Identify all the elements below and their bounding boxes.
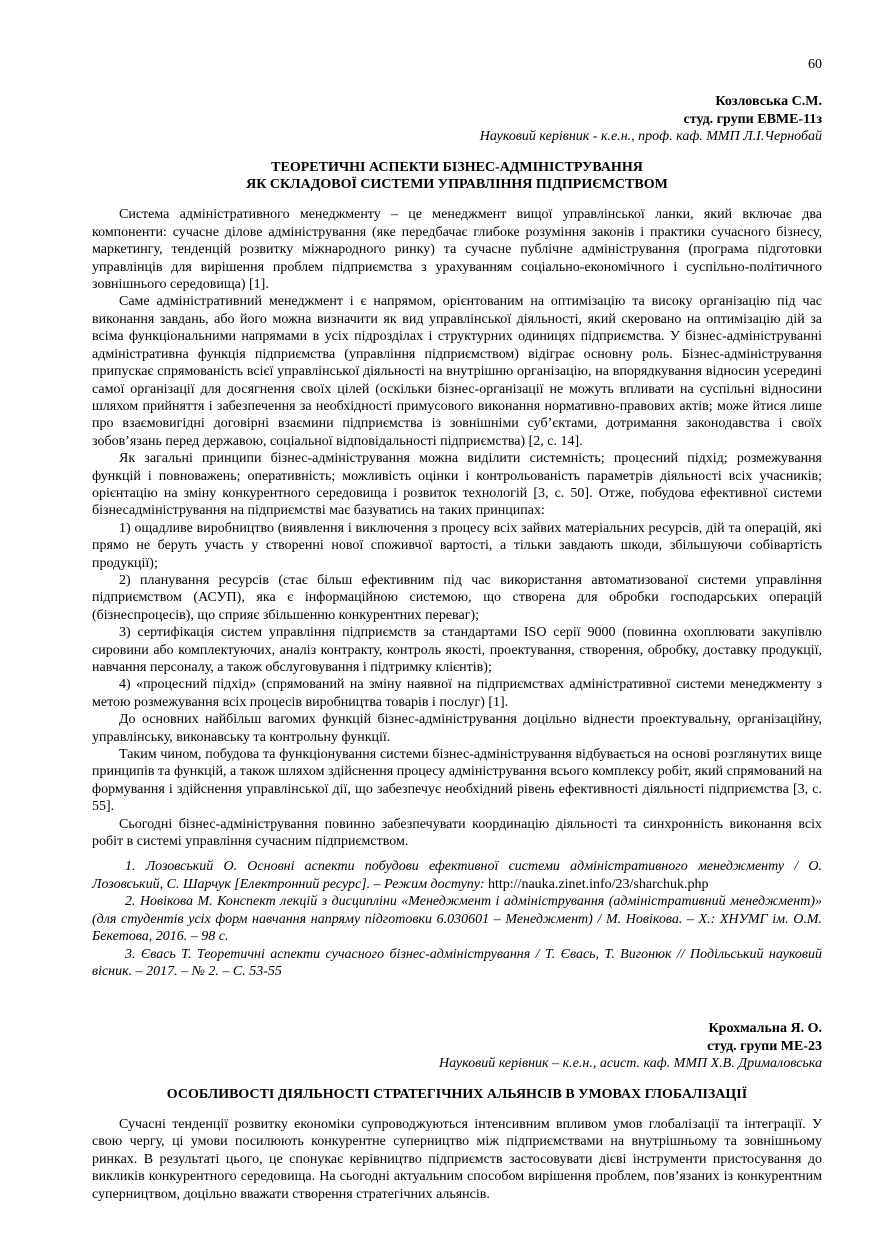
reference-item [92,893,822,945]
reference-text: 3. Євась Т. Теоретичні аспекти сучасного бізнес-адміністрування / Т. Євась, Т. Вигонюк // Подільський науковий вісник. – 2017. – № 2. – С. 53-55 [92,946,822,979]
paragraph: Система адміністративного менеджменту – це менеджмент вищої управлінської ланки, який включає два компоненти: сучасне ділове адміністрування (яке передбачає глибоке розуміння законів і практики сучасного бізнесу, маркетингу, тенденцій розвитку міжнародного ринку) та сучасне публічне адміністрування (програма підготовки управлінців для вирішення проблем підприємства з урахуванням соціально-економічного і суспільно-політичного зовнішнього середовища) [1]. [92,207,822,293]
article1-title-line1: ТЕОРЕТИЧНІ АСПЕКТИ БІЗНЕС-АДМІНІСТРУВАННЯ [271,159,643,175]
article2-author-group: студ. групи МЕ-23 [707,1038,822,1054]
reference-item [92,946,822,981]
page-number: 60 [808,57,822,72]
article2-title: ОСОБЛИВОСТІ ДІЯЛЬНОСТІ СТРАТЕГІЧНИХ АЛЬЯНСІВ В УМОВАХ ГЛОБАЛІЗАЦІЇ [166,1086,748,1102]
article1-references [92,858,822,980]
reference-text: 2. Новікова М. Конспект лекцій з дисципліни «Менеджмент і адміністрування (адміністративний менеджмент)» (для студентів усіх форм навчання напряму підготовки 6.030601 – Менеджмент) / М. Новікова. – Х.: ХНУМГ ім. О.М. Бекетова, 2016. – 98 с. [92,894,822,945]
article1-author-group: студ. групи ЕВМЕ-11з [683,111,822,127]
paragraph: До основних найбільш вагомих функцій бізнес-адміністрування доцільно віднести проектувальну, організаційну, управлінську, виконавську та контрольну функції. [92,712,822,745]
article1-body [92,206,822,850]
paragraph: Таким чином, побудова та функціонування системи бізнес-адміністрування відбувається на основі розглянутих вище принципів та функцій, а також шляхом здійснення процесу адміністрування всього комплексу робіт, який спрямований на формування і здійснення управлінської дії, що забезпечує необхідний рівень ефективності діяльності підприємства [3, с. 55]. [92,747,822,815]
section-divider-space [92,980,822,1020]
list-item-paragraph: 1) ощадливе виробництво (виявлення і виключення з процесу всіх зайвих матеріальних ресурсів, дій та операцій, які прямо не беруть участь у створенні нової споживчої вартості, а тільки завдають шкоди, збільшуючи собівартість продукції); [92,520,822,571]
reference-item [92,858,822,893]
article1-title-line2: ЯК СКЛАДОВОЇ СИСТЕМИ УПРАВЛІННЯ ПІДПРИЄМСТВОМ [246,177,668,193]
article1-author-name: Козловська С.М. [715,94,822,110]
paragraph: Саме адміністративний менеджмент і є напрямом, орієнтованим на оптимізацію та високу організацію під час виконання завдань, або його можна визначити як вид управлінської діяльності, який скеровано на оптимізацію дій за всіма функціональними напрямами в усіх підрозділах і структурних одиницях підприємства. У бізнес-адмініструванні адміністративна функція підприємства (управління підприємством) відіграє основну роль. Бізнес-адміністрування припускає спрямованість всієї управлінської діяльності на внутрішню організацію, на впорядкування відносин усередині самої організації для досягнення своїх цілей (оскільки бізнес-організації не можуть впливати на суспільні відносини шляхом прийняття і забезпечення за необхідності примусового виконання нормативно-правових актів; може йтися лише про взаємовигідні договірні взаємини підприємства із зовнішніми суб’єктами, дотримання законодавства і своїх зобов’язань перед державою, соціальної відповідальності підприємства) [2, с. 14]. [92,294,822,449]
article1-title [92,159,822,194]
article2-author-block [92,1020,822,1072]
paragraph: Сьогодні бізнес-адміністрування повинно забезпечувати координацію діяльності та синхронність виконання всіх робіт в системі управління сучасним підприємством. [92,816,822,850]
paragraph: Сучасні тенденції розвитку економіки супроводжуються інтенсивним впливом умов глобалізації та інтеграції. У свою чергу, ці умови посилюють конкурентне суперництво між підприємствами на внутрішньому та зовнішньому ринках. В результаті цього, це спонукає керівництво підприємств застосовувати дієві інструменти пристосування до викликів конкурентного середовища. На сьогодні актуальним способом вирішення проблем, пов’язаних із конкурентним суперництвом, доцільно вважати створення стратегічних альянсів. [92,1116,822,1202]
reference-text: 1. Лозовський О. Основні аспекти побудови ефективної системи адміністративного менеджменту / О. Лозовський, С. Шарчук [Електронний ресурс]. – Режим доступу: [92,859,822,892]
list-item-paragraph: 3) сертифікація систем управління підприємств за стандартами ISO серії 9000 (повинна охоплювати закупівлю сировини або комплектуючих, аналіз контракту, контроль якості, проектування, створення, обробку, доставку продукції, навчання персоналу, а також обслуговування і підтримку клієнтів); [92,625,822,675]
article2-author-name: Крохмальна Я. О. [708,1021,822,1037]
list-item-paragraph: 4) «процесний підхід» (спрямований на зміну наявної на підприємствах адміністративної системи менеджменту з метою розмежування всіх процесів виробництва товарів і послуг) [1]. [92,677,822,710]
article1-supervisor: Науковий керівник - к.е.н., проф. каф. ММП Л.І.Чернобай [479,129,822,145]
reference-url: http://nauka.zinet.info/23/sharchuk.php [488,876,709,892]
paragraph: Як загальні принципи бізнес-адміністрування можна виділити системність; процесний підхід; розмежування функцій і повноважень; оперативність; можливість оцінки і контрольованість параметрів діяльності всіх учасників; орієнтацію на зміну конкурентного середовища і розвиток технологій [3, с. 50]. Отже, побудова ефективної системи бізнесадміністрування на підприємстві має базуватись на таких принципах: [92,451,822,519]
article2-supervisor: Науковий керівник – к.е.н., асист. каф. ММП Х.В. Дрималовська [439,1056,822,1072]
article2-body [92,1116,822,1203]
article1-author-block [92,93,822,145]
list-item-paragraph: 2) планування ресурсів (стає більш ефективним під час використання автоматизованої системи управління підприємством (АСУП), яка є інформаційною системою, що створена для обробки господарських операцій (бізнеспроцесів), що сприяє збільшенню конкурентних переваг); [92,572,822,623]
